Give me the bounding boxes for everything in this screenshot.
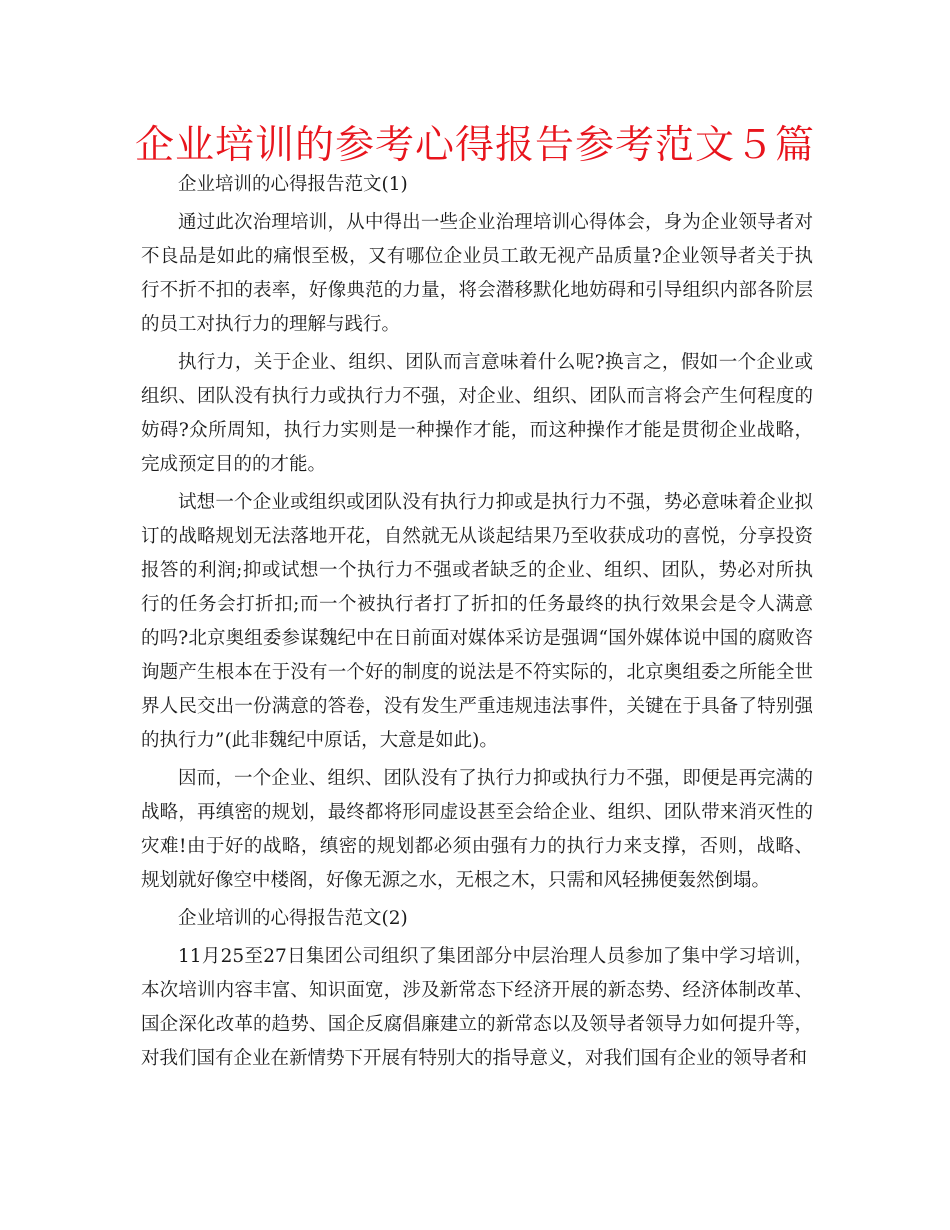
paragraph: 试想一个企业或组织或团队没有执行力抑或是执行力不强，势必意味着企业拟订的战略规划无法落地开花，自然就无从谈起结果乃至收获成功的喜悦，分享投资报答的利润;抑或试想一个执行力不强或者缺乏的企业、组织、团队，势必对所执行的任务会打折扣;而一个被执行者打了折扣的任务最终的执行效果会是令人满意的吗?北京奥组委参谋魏纪中在日前面对媒体采访是强调“国外媒体说中国的腐败咨询题产生根本在于没有一个好的制度的说法是不符实际的，北京奥组委之所能全世界人民交出一份满意的答卷，没有发生严重违规违法事件，关键在于具备了特别强的执行力”(此非魏纪中原话，大意是如此)。 <box>141 492 813 751</box>
paragraph: 因而，一个企业、组织、团队没有了执行力抑或执行力不强，即便是再完满的战略，再缜密的规划，最终都将形同虚设甚至会给企业、组织、团队带来消灭性的灾难!由于好的战略，缜密的规划都必须由强有力的执行力来支撑，否则，战略、规划就好像空中楼阁，好像无源之水，无根之木，只需和风轻拂便轰然倒塌。 <box>141 768 813 891</box>
section-heading: 企业培训的心得报告范文(1) <box>178 174 408 195</box>
document-body <box>141 166 813 1080</box>
paragraph: 11月25至27日集团公司组织了集团部分中层治理人员参加了集中学习培训，本次培训内容丰富、知识面宽，涉及新常态下经济开展的新态势、经济体制改革、国企深化改革的趋势、国企反腐倡廉建立的新常态以及领导者领导力如何提升等，对我们国有企业在新情势下开展有特别大的指导意义，对我们国有企业的领导者和 <box>141 946 813 1069</box>
paragraph: 执行力，关于企业、组织、团队而言意味着什么呢?换言之，假如一个企业或组织、团队没有执行力或执行力不强，对企业、组织、团队而言将会产生何程度的妨碍?众所周知，执行力实则是一种操作才能，而这种操作才能是贯彻企业战略，完成预定目的的才能。 <box>141 352 813 475</box>
document-title: 企业培训的参考心得报告参考范文５篇 <box>134 123 815 168</box>
section-heading: 企业培训的心得报告范文(2) <box>178 908 408 929</box>
paragraph: 通过此次治理培训，从中得出一些企业治理培训心得体会，身为企业领导者对不良品是如此的痛恨至极，又有哪位企业员工敢无视产品质量?企业领导者关于执行不折不扣的表率，好像典范的力量，将会潜移默化地妨碍和引导组织内部各阶层的员工对执行力的理解与践行。 <box>141 212 813 335</box>
